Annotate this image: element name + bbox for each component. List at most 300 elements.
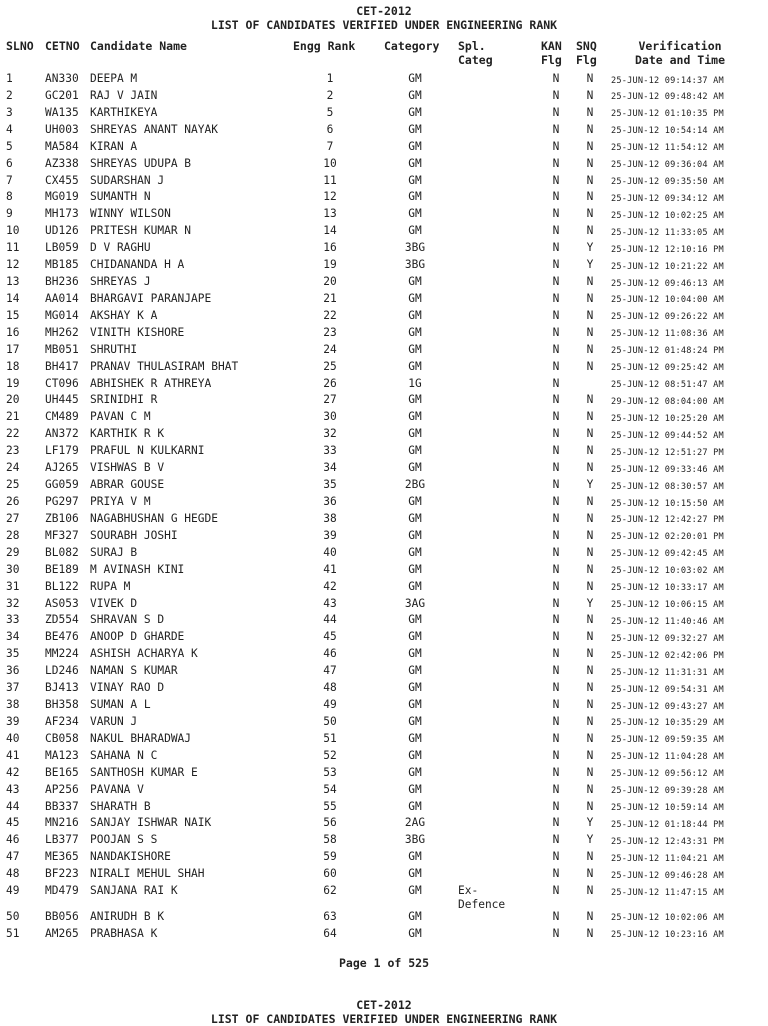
- cell-verification-datetime: 25-JUN-12 02:42:06 PM: [611, 650, 724, 661]
- cell-verification-datetime: 25-JUN-12 11:47:15 AM: [611, 887, 724, 898]
- cell-category: GM: [408, 630, 422, 644]
- cell-engg-rank: 23: [323, 325, 337, 339]
- cell-kan-flag: N: [552, 647, 560, 661]
- cell-cetno: BE476: [45, 630, 79, 644]
- cell-slno: 26: [6, 495, 20, 508]
- cell-cetno: CB058: [45, 731, 79, 745]
- cell-kan-flag: N: [552, 224, 560, 238]
- cell-verification-datetime: 25-JUN-12 12:51:27 PM: [611, 447, 724, 458]
- cell-verification-datetime: 25-JUN-12 11:04:28 AM: [611, 752, 724, 763]
- cell-verification-datetime: 25-JUN-12 08:51:47 AM: [611, 380, 724, 391]
- cell-snq-flag: N: [586, 698, 594, 712]
- cell-slno: 20: [6, 393, 20, 407]
- cell-candidate-name: VARUN J: [90, 714, 138, 728]
- cell-verification-datetime: 25-JUN-12 10:33:17 AM: [611, 583, 724, 594]
- cell-candidate-name: ABRAR GOUSE: [90, 478, 165, 492]
- cell-engg-rank: 50: [323, 714, 337, 728]
- cell-spl-categ: Ex- Defence: [458, 884, 506, 912]
- cell-verification-datetime: 25-JUN-12 10:02:25 AM: [611, 210, 724, 221]
- cell-slno: 11: [6, 241, 20, 255]
- cell-slno: 49: [6, 884, 20, 898]
- cell-category: GM: [408, 122, 422, 136]
- cell-cetno: BH417: [45, 359, 79, 373]
- cell-kan-flag: N: [552, 511, 560, 525]
- cell-slno: 40: [6, 731, 20, 745]
- cell-kan-flag: N: [552, 613, 560, 627]
- cell-engg-rank: 36: [323, 495, 337, 508]
- cell-verification-datetime: 25-JUN-12 10:23:16 AM: [611, 930, 724, 941]
- cell-snq-flag: N: [586, 867, 594, 881]
- cell-kan-flag: N: [552, 884, 560, 898]
- cell-engg-rank: 11: [323, 173, 337, 187]
- cell-kan-flag: N: [552, 122, 560, 136]
- cell-verification-datetime: 25-JUN-12 10:54:14 AM: [611, 126, 724, 137]
- cell-category: GM: [408, 714, 422, 728]
- cell-cetno: PG297: [45, 495, 79, 508]
- cell-kan-flag: N: [552, 681, 560, 695]
- next-page-title: CET-2012: [356, 998, 412, 1012]
- cell-candidate-name: BHARGAVI PARANJAPE: [90, 291, 212, 305]
- cell-category: GM: [408, 850, 422, 864]
- cell-verification-datetime: 25-JUN-12 02:20:01 PM: [611, 532, 724, 543]
- cell-cetno: AP256: [45, 782, 79, 796]
- cell-candidate-name: M AVINASH KINI: [90, 562, 185, 576]
- cell-engg-rank: 13: [323, 207, 337, 221]
- cell-snq-flag: N: [586, 731, 594, 745]
- cell-candidate-name: DEEPA M: [90, 72, 138, 85]
- column-header-cetno: CETNO: [45, 39, 80, 53]
- cell-cetno: MN216: [45, 816, 79, 830]
- cell-snq-flag: N: [586, 207, 594, 221]
- cell-category: GM: [408, 72, 422, 85]
- cell-snq-flag: N: [586, 275, 594, 289]
- cell-verification-datetime: 25-JUN-12 10:15:50 AM: [611, 498, 724, 509]
- cell-snq-flag: N: [586, 122, 594, 136]
- cell-category: GM: [408, 884, 422, 898]
- cell-snq-flag: N: [586, 444, 594, 458]
- cell-kan-flag: N: [552, 562, 560, 576]
- cell-slno: 44: [6, 799, 20, 813]
- cell-category: GM: [408, 139, 422, 153]
- cell-verification-datetime: 25-JUN-12 09:32:27 AM: [611, 633, 724, 644]
- cell-snq-flag: N: [586, 88, 594, 102]
- cell-verification-datetime: 25-JUN-12 10:35:29 AM: [611, 718, 724, 729]
- cell-kan-flag: N: [552, 342, 560, 356]
- cell-slno: 1: [6, 72, 13, 85]
- cell-slno: 25: [6, 478, 20, 492]
- cell-category: GM: [408, 647, 422, 661]
- cell-category: GM: [408, 926, 422, 940]
- cell-candidate-name: PRANAV THULASIRAM BHAT: [90, 359, 239, 373]
- cell-category: GM: [408, 664, 422, 678]
- cell-kan-flag: N: [552, 88, 560, 102]
- cell-verification-datetime: 25-JUN-12 09:46:13 AM: [611, 278, 724, 289]
- cell-cetno: ME365: [45, 850, 79, 864]
- cell-cetno: CM489: [45, 410, 79, 424]
- cell-engg-rank: 21: [323, 291, 337, 305]
- cell-category: GM: [408, 291, 422, 305]
- cell-snq-flag: N: [586, 325, 594, 339]
- cell-snq-flag: N: [586, 190, 594, 204]
- cell-candidate-name: SANJANA RAI K: [90, 884, 178, 898]
- cell-cetno: AM265: [45, 926, 79, 940]
- cell-candidate-name: CHIDANANDA H A: [90, 258, 185, 272]
- cell-category: GM: [408, 224, 422, 238]
- cell-cetno: AJ265: [45, 461, 79, 475]
- cell-cetno: ZD554: [45, 613, 79, 627]
- cell-kan-flag: N: [552, 698, 560, 712]
- cell-engg-rank: 16: [323, 241, 337, 255]
- cell-candidate-name: D V RAGHU: [90, 241, 151, 255]
- cell-slno: 34: [6, 630, 20, 644]
- cell-category: GM: [408, 342, 422, 356]
- cell-slno: 17: [6, 342, 20, 356]
- cell-engg-rank: 38: [323, 511, 337, 525]
- cell-verification-datetime: 25-JUN-12 09:59:35 AM: [611, 735, 724, 746]
- cell-snq-flag: N: [586, 308, 594, 322]
- cell-cetno: LB059: [45, 241, 79, 255]
- cell-verification-datetime: 25-JUN-12 10:59:14 AM: [611, 803, 724, 814]
- cell-slno: 33: [6, 613, 20, 627]
- cell-candidate-name: POOJAN S S: [90, 833, 158, 847]
- cell-engg-rank: 56: [323, 816, 337, 830]
- cell-slno: 23: [6, 444, 20, 458]
- cell-kan-flag: N: [552, 258, 560, 272]
- cell-kan-flag: N: [552, 596, 560, 610]
- cell-verification-datetime: 25-JUN-12 09:48:42 AM: [611, 92, 724, 103]
- cell-verification-datetime: 25-JUN-12 09:33:46 AM: [611, 464, 724, 475]
- column-header-kan-line1: KAN: [541, 39, 562, 53]
- cell-kan-flag: N: [552, 867, 560, 881]
- cell-verification-datetime: 25-JUN-12 01:48:24 PM: [611, 346, 724, 357]
- cell-snq-flag: N: [586, 765, 594, 779]
- cell-verification-datetime: 25-JUN-12 09:34:12 AM: [611, 193, 724, 204]
- cell-candidate-name: ABHISHEK R ATHREYA: [90, 376, 212, 390]
- cell-slno: 43: [6, 782, 20, 796]
- cell-engg-rank: 55: [323, 799, 337, 813]
- cell-category: GM: [408, 799, 422, 813]
- cell-verification-datetime: 25-JUN-12 09:43:27 AM: [611, 701, 724, 712]
- cell-engg-rank: 26: [323, 376, 337, 390]
- cell-cetno: UH445: [45, 393, 79, 407]
- cell-candidate-name: WINNY WILSON: [90, 207, 171, 221]
- cell-candidate-name: SHREYAS ANANT NAYAK: [90, 122, 218, 136]
- cell-cetno: MA584: [45, 139, 79, 153]
- cell-slno: 21: [6, 410, 20, 424]
- cell-slno: 46: [6, 833, 20, 847]
- cell-snq-flag: Y: [586, 596, 594, 610]
- cell-snq-flag: Y: [586, 833, 594, 847]
- cell-verification-datetime: 25-JUN-12 09:46:28 AM: [611, 870, 724, 881]
- cell-category: 3BG: [404, 258, 426, 272]
- cell-cetno: LD246: [45, 664, 79, 678]
- cell-snq-flag: N: [586, 562, 594, 576]
- cell-candidate-name: SUMANTH N: [90, 190, 151, 204]
- cell-slno: 45: [6, 816, 20, 830]
- cell-snq-flag: Y: [586, 241, 594, 255]
- cell-cetno: AN372: [45, 427, 79, 441]
- cell-engg-rank: 45: [323, 630, 337, 644]
- cell-verification-datetime: 25-JUN-12 09:54:31 AM: [611, 684, 724, 695]
- cell-slno: 42: [6, 765, 20, 779]
- cell-slno: 4: [6, 122, 13, 136]
- cell-engg-rank: 60: [323, 867, 337, 881]
- cell-kan-flag: N: [552, 731, 560, 745]
- cell-cetno: BF223: [45, 867, 79, 881]
- cell-cetno: BH358: [45, 698, 79, 712]
- cell-slno: 8: [6, 190, 13, 204]
- cell-kan-flag: N: [552, 495, 560, 508]
- cell-category: GM: [408, 765, 422, 779]
- cell-verification-datetime: 25-JUN-12 12:10:16 PM: [611, 244, 724, 255]
- cell-engg-rank: 22: [323, 308, 337, 322]
- cell-category: GM: [408, 495, 422, 508]
- cell-engg-rank: 12: [323, 190, 337, 204]
- cell-slno: 38: [6, 698, 20, 712]
- cell-candidate-name: PRABHASA K: [90, 926, 158, 940]
- column-header-spl-categ-line1: Spl.: [458, 39, 486, 53]
- cell-engg-rank: 19: [323, 258, 337, 272]
- cell-cetno: CX455: [45, 173, 79, 187]
- cell-cetno: BE189: [45, 562, 79, 576]
- cell-candidate-name: ANIRUDH B K: [90, 909, 165, 923]
- cell-cetno: AN330: [45, 72, 79, 85]
- cell-category: GM: [408, 105, 422, 119]
- cell-cetno: MF327: [45, 528, 79, 542]
- cell-snq-flag: Y: [586, 478, 594, 492]
- cell-engg-rank: 10: [323, 156, 337, 170]
- cell-category: GM: [408, 698, 422, 712]
- next-page-subtitle: LIST OF CANDIDATES VERIFIED UNDER ENGINEERING RANK: [210, 1012, 558, 1026]
- cell-slno: 41: [6, 748, 20, 762]
- cell-candidate-name: PAVAN C M: [90, 410, 151, 424]
- cell-candidate-name: KIRAN A: [90, 139, 138, 153]
- cell-snq-flag: Y: [586, 258, 594, 272]
- cell-candidate-name: PAVANA V: [90, 782, 144, 796]
- cell-slno: 19: [6, 376, 20, 390]
- cell-verification-datetime: 25-JUN-12 09:44:52 AM: [611, 430, 724, 441]
- cell-cetno: AA014: [45, 291, 79, 305]
- cell-slno: 28: [6, 528, 20, 542]
- cell-candidate-name: SUDARSHAN J: [90, 173, 165, 187]
- cell-engg-rank: 20: [323, 275, 337, 289]
- cell-kan-flag: N: [552, 291, 560, 305]
- cell-snq-flag: N: [586, 926, 594, 940]
- cell-category: GM: [408, 393, 422, 407]
- cell-kan-flag: N: [552, 909, 560, 923]
- cell-candidate-name: NIRALI MEHUL SHAH: [90, 867, 205, 881]
- cell-engg-rank: 64: [323, 926, 337, 940]
- cell-candidate-name: RAJ V JAIN: [90, 88, 158, 102]
- cell-candidate-name: VISHWAS B V: [90, 461, 165, 475]
- cell-snq-flag: N: [586, 410, 594, 424]
- cell-engg-rank: 41: [323, 562, 337, 576]
- cell-verification-datetime: 25-JUN-12 10:02:06 AM: [611, 913, 724, 924]
- cell-slno: 12: [6, 258, 20, 272]
- cell-cetno: BB337: [45, 799, 79, 813]
- cell-kan-flag: N: [552, 765, 560, 779]
- column-header-slno: SLNO: [6, 39, 34, 53]
- cell-kan-flag: N: [552, 173, 560, 187]
- cell-snq-flag: N: [586, 427, 594, 441]
- cell-slno: 30: [6, 562, 20, 576]
- cell-cetno: MG014: [45, 308, 79, 322]
- cell-verification-datetime: 25-JUN-12 09:14:37 AM: [611, 75, 724, 86]
- cell-candidate-name: VINAY RAO D: [90, 681, 165, 695]
- cell-category: 3AG: [404, 596, 426, 610]
- page-number: Page 1 of 525: [338, 956, 429, 970]
- cell-slno: 14: [6, 291, 20, 305]
- cell-candidate-name: SHARATH B: [90, 799, 151, 813]
- cell-kan-flag: N: [552, 714, 560, 728]
- cell-slno: 7: [6, 173, 13, 187]
- cell-category: GM: [408, 207, 422, 221]
- cell-engg-rank: 42: [323, 579, 337, 593]
- column-header-engg-rank: Engg Rank: [293, 39, 356, 53]
- cell-engg-rank: 49: [323, 698, 337, 712]
- cell-engg-rank: 25: [323, 359, 337, 373]
- cell-slno: 47: [6, 850, 20, 864]
- cell-verification-datetime: 25-JUN-12 09:39:28 AM: [611, 786, 724, 797]
- cell-cetno: MA123: [45, 748, 79, 762]
- cell-slno: 32: [6, 596, 20, 610]
- cell-verification-datetime: 25-JUN-12 11:08:36 AM: [611, 329, 724, 340]
- cell-snq-flag: N: [586, 748, 594, 762]
- cell-kan-flag: N: [552, 275, 560, 289]
- cell-engg-rank: 63: [323, 909, 337, 923]
- column-header-verification-line2: Date and Time: [634, 53, 725, 67]
- cell-candidate-name: KARTHIKEYA: [90, 105, 158, 119]
- cell-candidate-name: VINITH KISHORE: [90, 325, 185, 339]
- column-header-snq-line2: Flg: [576, 53, 597, 67]
- cell-kan-flag: N: [552, 926, 560, 940]
- cell-kan-flag: N: [552, 664, 560, 678]
- cell-candidate-name: NAKUL BHARADWAJ: [90, 731, 192, 745]
- cell-category: GM: [408, 444, 422, 458]
- cell-slno: 15: [6, 308, 20, 322]
- cell-snq-flag: N: [586, 647, 594, 661]
- cell-candidate-name: ANOOP D GHARDE: [90, 630, 185, 644]
- cell-snq-flag: N: [586, 495, 594, 508]
- cell-cetno: AF234: [45, 714, 79, 728]
- cell-candidate-name: ASHISH ACHARYA K: [90, 647, 198, 661]
- cell-cetno: BH236: [45, 275, 79, 289]
- cell-cetno: CT096: [45, 376, 79, 390]
- cell-verification-datetime: 25-JUN-12 08:30:57 AM: [611, 481, 724, 492]
- cell-cetno: GC201: [45, 88, 79, 102]
- document-title: CET-2012: [356, 4, 412, 18]
- cell-category: GM: [408, 190, 422, 204]
- cell-cetno: LF179: [45, 444, 79, 458]
- cell-engg-rank: 46: [323, 647, 337, 661]
- cell-cetno: UD126: [45, 224, 79, 238]
- cell-candidate-name: PRAFUL N KULKARNI: [90, 444, 205, 458]
- cell-snq-flag: N: [586, 105, 594, 119]
- cell-snq-flag: N: [586, 782, 594, 796]
- cell-cetno: MD479: [45, 884, 79, 898]
- cell-slno: 22: [6, 427, 20, 441]
- cell-verification-datetime: 29-JUN-12 08:04:00 AM: [611, 396, 724, 407]
- cell-kan-flag: N: [552, 308, 560, 322]
- cell-snq-flag: N: [586, 173, 594, 187]
- cell-cetno: MH262: [45, 325, 79, 339]
- cell-category: GM: [408, 782, 422, 796]
- cell-slno: 10: [6, 224, 20, 238]
- cell-kan-flag: N: [552, 410, 560, 424]
- cell-cetno: UH003: [45, 122, 79, 136]
- cell-category: GM: [408, 909, 422, 923]
- cell-engg-rank: 48: [323, 681, 337, 695]
- cell-slno: 24: [6, 461, 20, 475]
- cell-candidate-name: SUMAN A L: [90, 698, 151, 712]
- cell-kan-flag: N: [552, 545, 560, 559]
- cell-slno: 16: [6, 325, 20, 339]
- cell-snq-flag: N: [586, 909, 594, 923]
- cell-verification-datetime: 25-JUN-12 10:25:20 AM: [611, 413, 724, 424]
- cell-verification-datetime: 25-JUN-12 09:25:42 AM: [611, 363, 724, 374]
- cell-snq-flag: N: [586, 664, 594, 678]
- cell-kan-flag: N: [552, 461, 560, 475]
- cell-snq-flag: N: [586, 342, 594, 356]
- cell-cetno: BE165: [45, 765, 79, 779]
- cell-candidate-name: SHRAVAN S D: [90, 613, 165, 627]
- column-header-candidate-name: Candidate Name: [90, 39, 187, 53]
- cell-snq-flag: N: [586, 850, 594, 864]
- cell-category: 2BG: [404, 478, 426, 492]
- cell-category: 3BG: [404, 241, 426, 255]
- cell-candidate-name: SANJAY ISHWAR NAIK: [90, 816, 212, 830]
- cell-kan-flag: N: [552, 579, 560, 593]
- cell-verification-datetime: 25-JUN-12 09:56:12 AM: [611, 769, 724, 780]
- cell-category: 1G: [408, 376, 422, 390]
- cell-verification-datetime: 25-JUN-12 10:04:00 AM: [611, 295, 724, 306]
- cell-slno: 50: [6, 909, 20, 923]
- cell-kan-flag: N: [552, 427, 560, 441]
- column-header-verification-line1: Verification: [638, 39, 722, 53]
- cell-cetno: BL122: [45, 579, 79, 593]
- cell-category: GM: [408, 156, 422, 170]
- cell-snq-flag: N: [586, 291, 594, 305]
- cell-category: GM: [408, 410, 422, 424]
- cell-category: GM: [408, 88, 422, 102]
- cell-verification-datetime: 25-JUN-12 11:04:21 AM: [611, 853, 724, 864]
- cell-slno: 5: [6, 139, 13, 153]
- cell-candidate-name: VIVEK D: [90, 596, 138, 610]
- cell-engg-rank: 7: [326, 139, 334, 153]
- cell-engg-rank: 34: [323, 461, 337, 475]
- cell-candidate-name: PRITESH KUMAR N: [90, 224, 192, 238]
- cell-candidate-name: AKSHAY K A: [90, 308, 158, 322]
- cell-cetno: MM224: [45, 647, 79, 661]
- cell-engg-rank: 1: [326, 72, 334, 85]
- cell-engg-rank: 33: [323, 444, 337, 458]
- cell-category: GM: [408, 545, 422, 559]
- cell-slno: 35: [6, 647, 20, 661]
- cell-verification-datetime: 25-JUN-12 01:10:35 PM: [611, 109, 724, 120]
- cell-verification-datetime: 25-JUN-12 11:54:12 AM: [611, 143, 724, 154]
- cell-verification-datetime: 25-JUN-12 10:06:15 AM: [611, 600, 724, 611]
- cell-candidate-name: PRIYA V M: [90, 495, 151, 508]
- cell-category: GM: [408, 359, 422, 373]
- cell-engg-rank: 52: [323, 748, 337, 762]
- cell-engg-rank: 62: [323, 884, 337, 898]
- cell-kan-flag: N: [552, 799, 560, 813]
- cell-candidate-name: NANDAKISHORE: [90, 850, 171, 864]
- column-header-snq-line1: SNQ: [576, 39, 597, 53]
- cell-category: GM: [408, 528, 422, 542]
- cell-slno: 3: [6, 105, 13, 119]
- cell-category: GM: [408, 275, 422, 289]
